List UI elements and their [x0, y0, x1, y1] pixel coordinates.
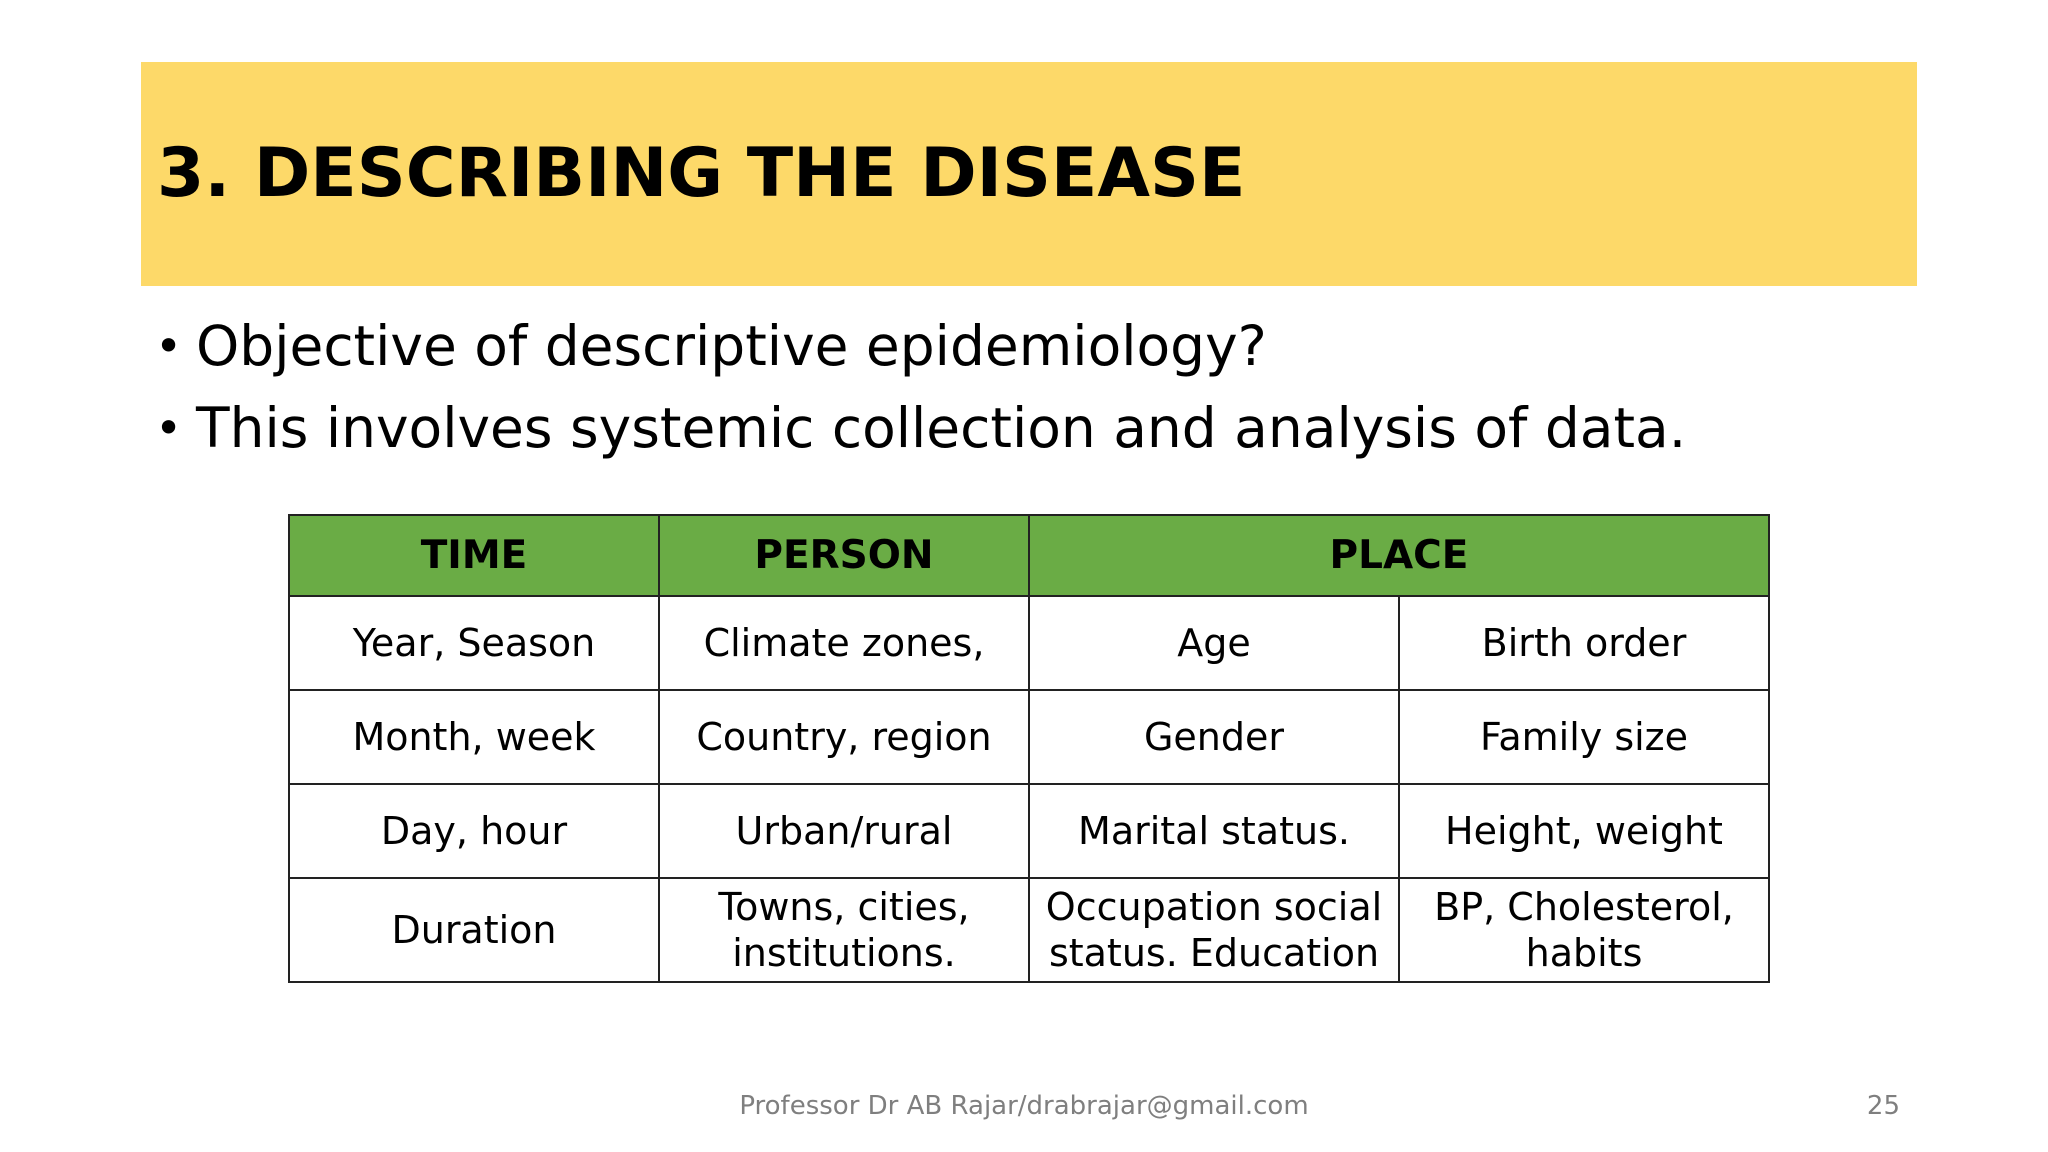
slide-title: 3. DESCRIBING THE DISEASE [157, 134, 1246, 213]
footer-author: Professor Dr AB Rajar/drabrajar@gmail.com [739, 1091, 1309, 1121]
table-cell [1399, 878, 1769, 982]
table-cell: Family size [1399, 690, 1769, 784]
bullet-list [155, 305, 1686, 469]
table-cell: Urban/rural [659, 784, 1029, 878]
cell-line: Towns, cities, [718, 885, 970, 929]
descriptive-epidemiology-table [288, 514, 1770, 983]
bullet-text: Objective of descriptive epidemiology? [196, 314, 1267, 378]
table-row [289, 690, 1769, 784]
table-cell: Gender [1029, 690, 1399, 784]
table-cell [1029, 878, 1399, 982]
header-time: TIME [289, 515, 659, 596]
table-cell: Climate zones, [659, 596, 1029, 690]
table-row [289, 878, 1769, 982]
table-cell: Month, week [289, 690, 659, 784]
bullet-marker-icon: • [155, 319, 183, 373]
table-cell: Day, hour [289, 784, 659, 878]
header-place: PLACE [1029, 515, 1769, 596]
bullet-marker-icon: • [155, 401, 183, 455]
bullet-item [155, 305, 1686, 387]
table-row [289, 596, 1769, 690]
table-cell: Year, Season [289, 596, 659, 690]
cell-line: institutions. [732, 931, 956, 975]
cell-line: BP, Cholesterol, [1434, 885, 1734, 929]
table-cell [659, 878, 1029, 982]
header-person: PERSON [659, 515, 1029, 596]
table-header-row [289, 515, 1769, 596]
table-cell: Marital status. [1029, 784, 1399, 878]
cell-line: Occupation social [1045, 885, 1383, 929]
cell-line: status. Education [1048, 931, 1380, 975]
table-cell: Height, weight [1399, 784, 1769, 878]
bullet-text: This involves systemic collection and analysis of data. [196, 396, 1687, 460]
bullet-item [155, 387, 1686, 469]
cell-line: habits [1525, 931, 1643, 975]
table-cell: Birth order [1399, 596, 1769, 690]
table-cell: Country, region [659, 690, 1029, 784]
table-row [289, 784, 1769, 878]
title-band [141, 62, 1917, 286]
table-cell: Age [1029, 596, 1399, 690]
table-cell: Duration [289, 878, 659, 982]
page-number: 25 [1866, 1091, 1900, 1121]
